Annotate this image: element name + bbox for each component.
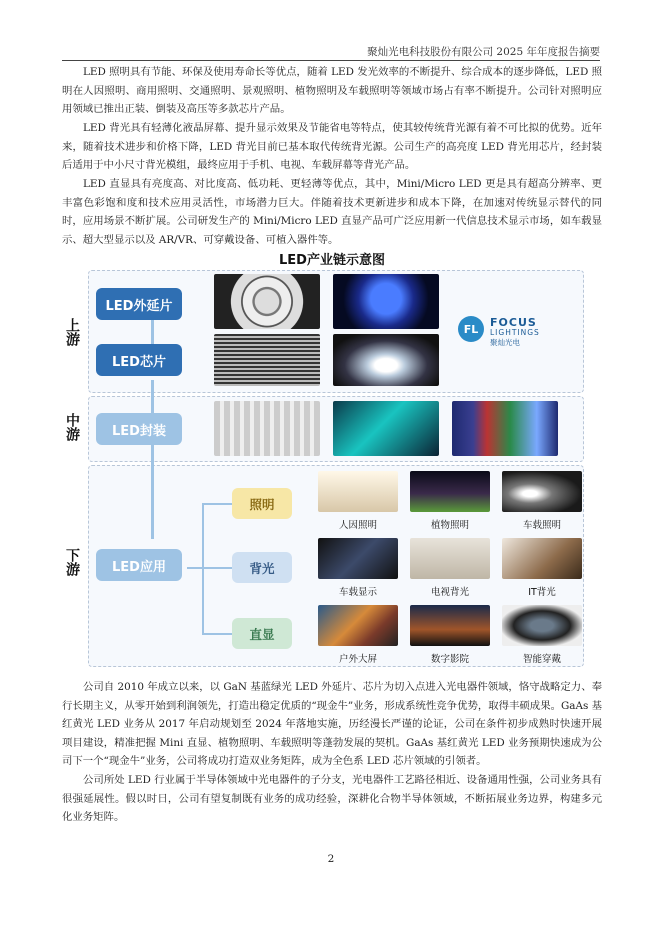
header-divider	[62, 60, 600, 61]
category-lighting: 照明	[232, 488, 292, 519]
category-direct-display: 直显	[232, 618, 292, 649]
plant-lighting-image	[410, 471, 490, 512]
paragraph-business-expansion: 公司所处 LED 行业属于半导体领域中光电器件的子分支，光电器件工艺路径相近、设备通用性强，公司业务具有很强延展性。假以时日，公司有望复制既有业务的成功经验，深耕化合物半导体领域，不断拓展业务边界，构建多元化业务矩阵。	[62, 774, 602, 824]
label-automotive-lighting: 车载照明	[522, 520, 561, 531]
category-backlight: 背光	[232, 552, 292, 583]
connector-pkg-app	[151, 441, 154, 539]
company-logo-cn: 聚灿光电	[490, 338, 520, 347]
report-header: 聚灿光电科技股份有限公司 2025 年年度报告摘要	[367, 46, 600, 58]
label-tv-backlight: 电视背光	[430, 587, 469, 598]
page-number: 2	[327, 853, 335, 865]
company-logo-mark: FL	[458, 316, 484, 342]
paragraph-led-lighting: LED 照明具有节能、环保及使用寿命长等优点，随着 LED 发光效率的不断提升、综合成本的逐步降低，LED 照明在人因照明、商用照明、交通照明、景观照明、植物照明及车载照明等领域市场占有率不断提升。公司针对照明应用领域已推出正装、倒装及高压等多款芯片产品。	[62, 66, 602, 116]
connector-to-backlight	[187, 567, 232, 569]
digital-cinema-image	[410, 605, 490, 646]
label-outdoor-screen: 户外大屏	[338, 654, 377, 665]
company-logo-name: FOCUS	[490, 316, 537, 329]
smd-package-image	[214, 401, 320, 456]
rgb-led-image	[452, 401, 558, 456]
paragraph-company-history: 公司自 2010 年成立以来，以 GaN 基蓝绿光 LED 外延片、芯片为切入点进入光电器件领域，恪守战略定力、奉行长期主义，从零开始到利润领先，打造出稳定优质的“现金牛”业务，形成系统性竞争优势，取得丰硕成果。GaAs 基红黄光 LED 业务从 2017 年启动规划至 2024 年落地实施，历经漫长严谨的论证，公司在条件初步成熟时快速开展项目建设，精准把握 Mini 直显、植物照明、车载照明等蓬勃发展的契机。GaAs 基红黄光 LED 业务预期快速成为公司下一个“现金牛”业务，公司将成功打造双业务矩阵，成为全色系 LED 芯片领域的引领者。	[62, 681, 603, 768]
led-strip-image	[333, 401, 439, 456]
chip-wafer-image	[214, 334, 320, 386]
chip-closeup-image	[333, 334, 439, 386]
node-led-chip: LED芯片	[96, 344, 182, 376]
label-digital-cinema: 数字影院	[430, 654, 469, 665]
automotive-lighting-image	[502, 471, 582, 512]
label-plant-lighting: 植物照明	[430, 520, 469, 531]
connector-app-branch	[202, 503, 204, 635]
stage-upstream: 上游	[64, 318, 80, 346]
it-backlight-image	[502, 538, 582, 579]
label-human-centric-lighting: 人因照明	[338, 520, 377, 531]
label-car-display: 车载显示	[338, 587, 377, 598]
connector-to-display	[202, 633, 232, 635]
stage-downstream: 下游	[64, 548, 80, 576]
node-led-application: LED应用	[96, 549, 182, 581]
label-smart-wearable: 智能穿戴	[522, 654, 561, 665]
connector-to-lighting	[202, 503, 232, 505]
node-led-package: LED封装	[96, 413, 182, 445]
blue-led-array-image	[333, 274, 439, 329]
paragraph-led-backlight: LED 背光具有轻薄化液晶屏幕、提升显示效果及节能省电等特点，使其较传统背光源有着不可比拟的优势。近年来，随着技术进步和价格下降，LED 背光目前已基本取代传统背光源。公司生产的高亮度 LED 背光用芯片，经封装后适用于中小尺寸背光模组，最终应用于手机、电视、车载屏幕等背光产品。	[62, 122, 602, 172]
wafer-image	[214, 274, 320, 329]
industry-chain-diagram	[62, 243, 602, 668]
label-it-backlight: IT背光	[528, 587, 556, 598]
paragraph-led-display: LED 直显具有亮度高、对比度高、低功耗、更轻薄等优点，其中，Mini/Micro LED 更是具有超高分辨率、更丰富色彩饱和度和技术应用灵活性，市场潜力巨大。伴随着技术更新进步和成本下降，在加速对传统显示替代的同时，应用场景不断扩展。公司研发生产的 Mini/Micro LED 直显产品可广泛应用新一代信息技术显示市场，如车载显示、超大型显示以及 AR/VR、可穿戴设备、可植入器件等。	[62, 178, 602, 246]
company-logo-sub: LIGHTINGS	[490, 328, 540, 337]
diagram-title: LED产业链示意图	[279, 253, 385, 268]
node-led-epi-wafer: LED外延片	[96, 288, 182, 320]
smart-wearable-image	[502, 605, 582, 646]
tv-backlight-image	[410, 538, 490, 579]
human-centric-lighting-image	[318, 471, 398, 512]
car-display-image	[318, 538, 398, 579]
stage-midstream: 中游	[64, 413, 80, 441]
outdoor-screen-image	[318, 605, 398, 646]
